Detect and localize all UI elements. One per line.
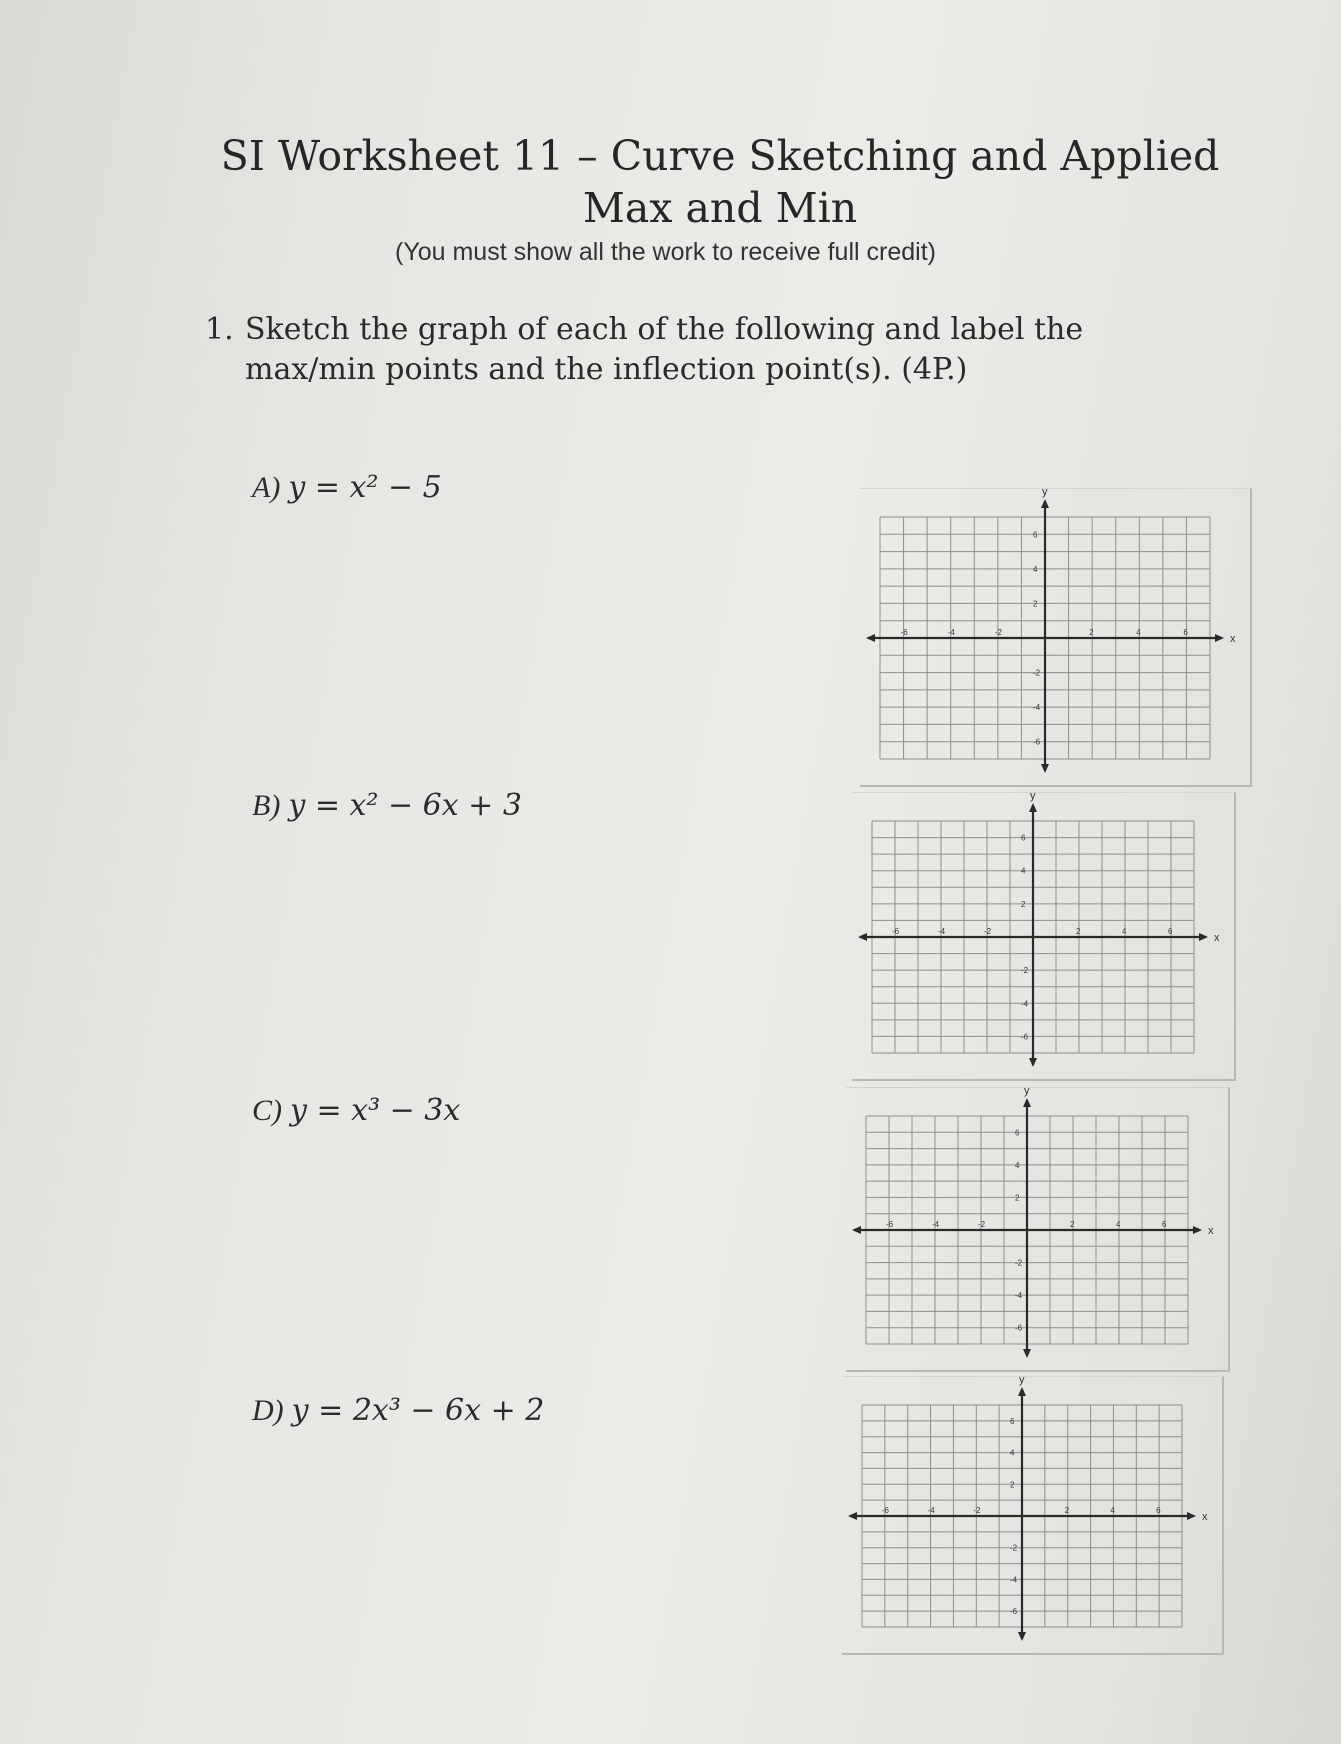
- question-text: Sketch the graph of each of the following and label the max/min points and the inflection point(s). (4P.): [245, 312, 1084, 387]
- problem-equation: y = x³ − 3x: [290, 1093, 461, 1128]
- x-tick-label: -2: [994, 628, 1002, 637]
- y-axis-label: y: [1019, 1377, 1025, 1386]
- graph-a[interactable]: [860, 488, 1252, 787]
- y-tick-label: 4: [1010, 1448, 1015, 1458]
- x-axis-arrow: [1215, 634, 1224, 642]
- y-axis-arrow: [1041, 499, 1049, 508]
- x-tick-label: 4: [1116, 1220, 1121, 1229]
- problem-equation: y = x² − 6x + 3: [288, 788, 522, 823]
- x-tick-label: 6: [1183, 628, 1188, 637]
- y-axis-arrow: [1018, 1632, 1026, 1641]
- y-axis-label: y: [1030, 793, 1036, 802]
- y-tick-label: -2: [1033, 668, 1041, 678]
- x-tick-label: -4: [927, 1506, 935, 1515]
- y-tick-label: 6: [1015, 1128, 1020, 1138]
- x-tick-label: 2: [1089, 628, 1094, 637]
- y-tick-label: -4: [1015, 1291, 1023, 1301]
- y-tick-label: 2: [1015, 1193, 1020, 1203]
- coordinate-grid[interactable]: [842, 1377, 1222, 1653]
- x-axis-arrow: [1199, 933, 1208, 941]
- problem-letter: B): [252, 789, 281, 822]
- problem-d: [252, 1393, 544, 1428]
- x-axis-label: x: [1214, 932, 1220, 944]
- y-axis-label: y: [1042, 489, 1048, 498]
- problem-equation: y = x² − 5: [288, 470, 442, 505]
- x-axis-arrow: [852, 1226, 861, 1234]
- y-tick-label: 4: [1033, 564, 1038, 574]
- x-axis-arrow: [848, 1512, 857, 1520]
- x-tick-label: -2: [973, 1506, 981, 1515]
- y-tick-label: -6: [1010, 1607, 1018, 1617]
- y-tick-label: -2: [1010, 1543, 1018, 1553]
- x-tick-label: -4: [947, 628, 955, 637]
- x-tick-label: 6: [1168, 927, 1173, 936]
- y-axis-arrow: [1018, 1387, 1026, 1396]
- x-tick-label: 6: [1162, 1220, 1167, 1229]
- y-axis-arrow: [1023, 1098, 1031, 1107]
- problem-letter: C): [252, 1094, 282, 1127]
- y-tick-label: -4: [1033, 703, 1041, 713]
- problem-letter: A): [252, 471, 281, 504]
- graph-c[interactable]: [846, 1087, 1230, 1372]
- x-tick-label: -6: [881, 1506, 889, 1515]
- y-tick-label: 2: [1033, 599, 1038, 609]
- x-tick-label: -2: [984, 927, 992, 936]
- x-tick-label: 4: [1136, 628, 1141, 637]
- x-axis-label: x: [1208, 1225, 1214, 1237]
- y-axis-arrow: [1029, 803, 1037, 812]
- x-tick-label: 2: [1064, 1506, 1070, 1515]
- y-tick-label: -6: [1033, 737, 1041, 747]
- graph-b[interactable]: [852, 792, 1236, 1081]
- y-tick-label: 2: [1021, 899, 1026, 909]
- x-axis-arrow: [858, 933, 867, 941]
- y-tick-label: 2: [1010, 1480, 1015, 1490]
- coordinate-grid[interactable]: [852, 793, 1234, 1079]
- x-axis-arrow: [1193, 1226, 1202, 1234]
- y-tick-label: -4: [1010, 1575, 1018, 1585]
- y-axis-arrow: [1023, 1349, 1031, 1358]
- y-tick-label: 4: [1015, 1160, 1020, 1170]
- y-tick-label: 4: [1021, 866, 1026, 876]
- question-number: 1.: [205, 312, 234, 347]
- page-title: SI Worksheet 11 – Curve Sketching and Applied Max and Min: [220, 132, 1220, 232]
- y-tick-label: -6: [1021, 1032, 1029, 1042]
- problem-a: [252, 470, 442, 505]
- x-axis-arrow: [1187, 1512, 1196, 1520]
- question-1: [205, 310, 1185, 390]
- y-axis-arrow: [1041, 764, 1049, 773]
- x-tick-label: -4: [938, 927, 946, 936]
- x-axis-arrow: [866, 634, 875, 642]
- instructions-note: (You must show all the work to receive full credit): [395, 238, 936, 266]
- problem-c: [252, 1093, 460, 1128]
- x-tick-label: 2: [1070, 1220, 1075, 1229]
- y-axis-label: y: [1024, 1088, 1030, 1097]
- x-tick-label: 2: [1076, 927, 1081, 936]
- problem-b: [252, 788, 522, 823]
- x-axis-label: x: [1230, 633, 1236, 645]
- y-tick-label: -4: [1021, 999, 1029, 1009]
- x-tick-label: -4: [932, 1220, 940, 1229]
- y-tick-label: 6: [1021, 833, 1026, 843]
- x-tick-label: 4: [1122, 927, 1127, 936]
- y-tick-label: 6: [1033, 530, 1038, 540]
- x-tick-label: 6: [1156, 1506, 1161, 1515]
- problem-letter: D): [252, 1394, 284, 1427]
- y-tick-label: -2: [1015, 1258, 1023, 1268]
- x-tick-label: -6: [900, 628, 908, 637]
- coordinate-grid[interactable]: [846, 1088, 1228, 1370]
- x-tick-label: -6: [886, 1220, 894, 1229]
- y-tick-label: 6: [1010, 1416, 1015, 1426]
- x-tick-label: -2: [978, 1220, 986, 1229]
- graph-d[interactable]: [842, 1376, 1224, 1655]
- y-axis-arrow: [1029, 1058, 1037, 1067]
- x-tick-label: 4: [1110, 1506, 1115, 1515]
- problem-equation: y = 2x³ − 6x + 2: [291, 1393, 545, 1428]
- y-tick-label: -6: [1015, 1323, 1023, 1333]
- x-axis-label: x: [1202, 1511, 1208, 1523]
- x-tick-label: -6: [892, 927, 900, 936]
- coordinate-grid[interactable]: [860, 489, 1250, 785]
- y-tick-label: -2: [1021, 966, 1029, 976]
